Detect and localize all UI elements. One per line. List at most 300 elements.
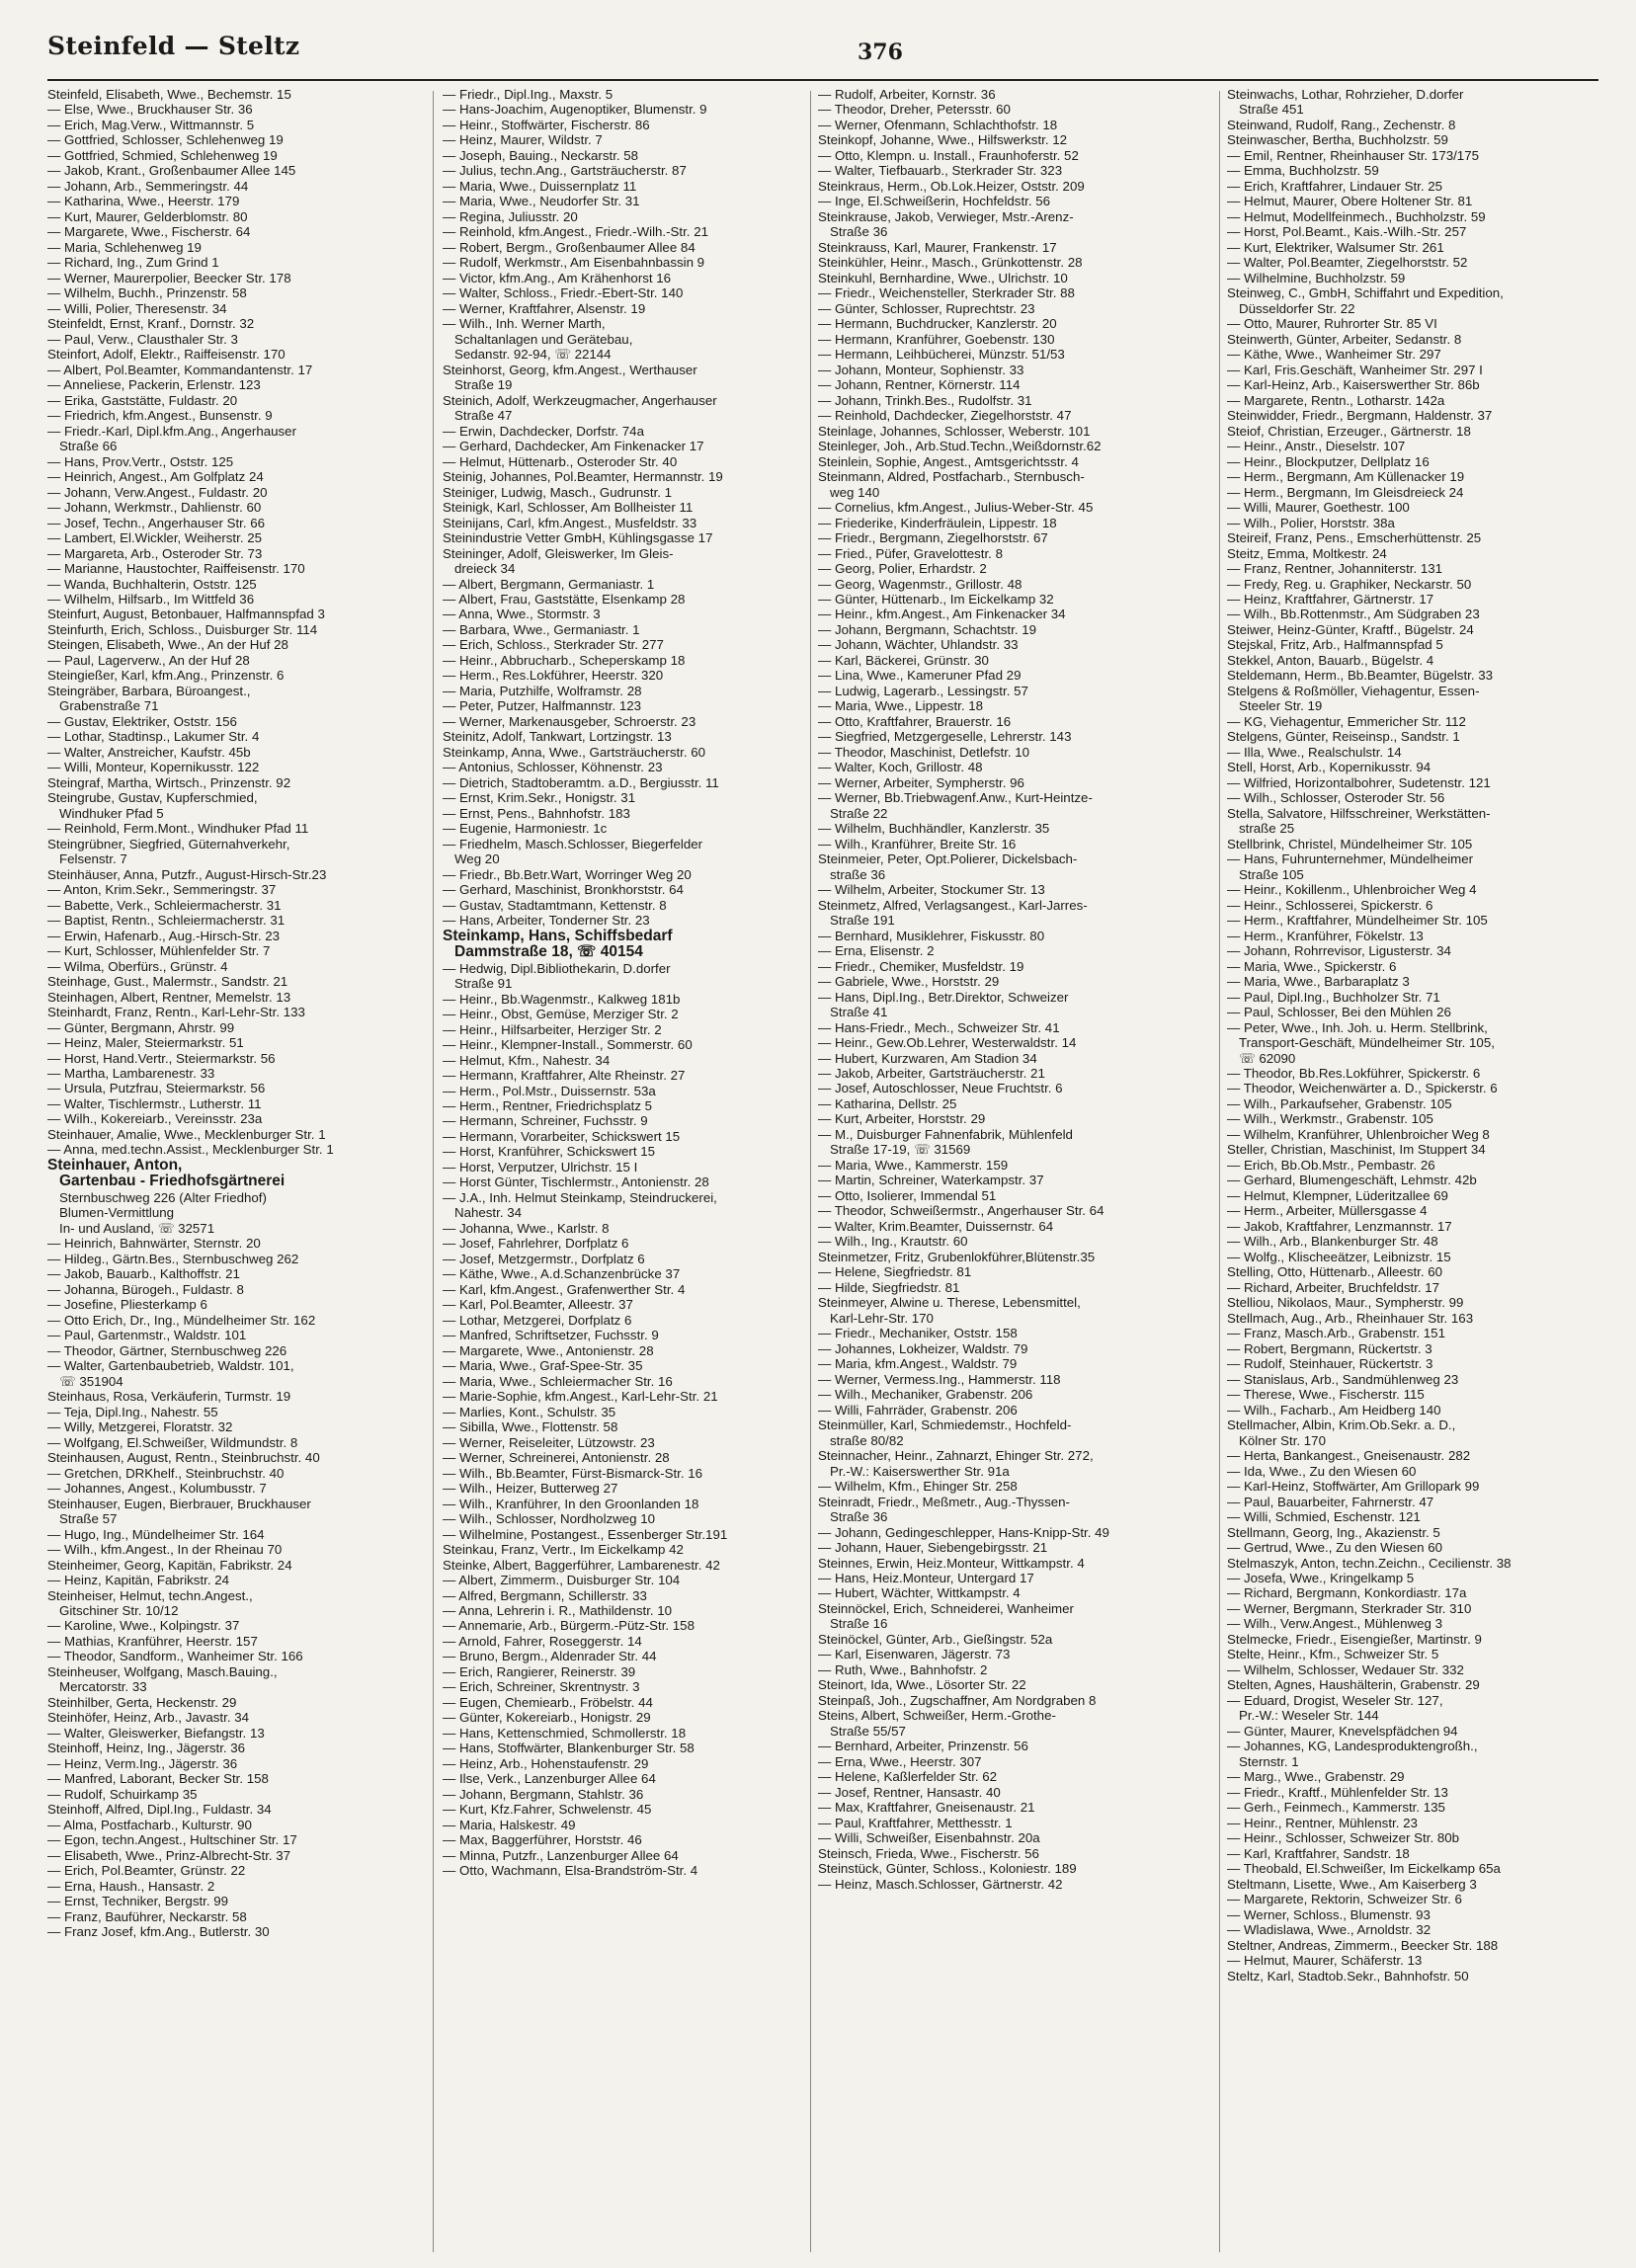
directory-entry: — Karoline, Wwe., Kolpingstr. 37 [47,1618,240,1634]
directory-entry: Stell, Horst, Arb., Kopernikusstr. 94 [1227,760,1432,775]
directory-entry: — Hermann, Schreiner, Fuchsstr. 9 [443,1113,648,1129]
directory-entry: Blumen-Vermittlung [59,1205,175,1221]
directory-entry: — Johann, Bergmann, Stahlstr. 36 [443,1786,644,1802]
directory-entry: Steinsch, Frieda, Wwe., Fischerstr. 56 [818,1845,1039,1861]
directory-entry: — Rudolf, Steinhauer, Rückertstr. 3 [1227,1356,1433,1372]
directory-entry: Steinheuser, Wolfgang, Masch.Bauing., [47,1663,278,1679]
directory-entry: — Katharina, Wwe., Heerstr. 179 [47,194,240,209]
directory-entry: — Hans, Kettenschmied, Schmollerstr. 18 [443,1725,687,1741]
directory-entry: — Wilh., Ing., Krautstr. 60 [818,1234,968,1250]
directory-entry: — Marianne, Haustochter, Raiffeisenstr. 170 [47,561,305,577]
directory-entry: ☏ 351904 [59,1373,123,1389]
directory-entry: — Erna, Wwe., Heerstr. 307 [818,1753,982,1769]
directory-entry: — Johann, Bergmann, Schachtstr. 19 [818,621,1037,637]
directory-entry: — Margarete, Wwe., Fischerstr. 64 [47,224,251,240]
directory-entry: — Heinr., Gew.Ob.Lehrer, Westerwaldstr. 14 [818,1035,1077,1051]
directory-entry: — Rudolf, Werkmstr., Am Eisenbahnbassin 9 [443,255,705,271]
directory-entry: — Karl, Kraftfahrer, Sandstr. 18 [1227,1845,1410,1861]
directory-entry: Straße 66 [59,439,118,454]
directory-entry: Steinkopf, Johanne, Wwe., Hilfswerkstr. 12 [818,132,1068,148]
directory-entry: — Wladislawa, Wwe., Arnoldstr. 32 [1227,1922,1432,1938]
directory-entry: — Franz Josef, kfm.Ang., Butlerstr. 30 [47,1924,270,1940]
directory-entry: — Ursula, Putzfrau, Steiermarkstr. 56 [47,1081,266,1096]
directory-entry: — Helmut, Maurer, Obere Holtener Str. 81 [1227,194,1473,209]
directory-entry: — Wilh., Bb.Rottenmstr., Am Südgraben 23 [1227,607,1480,622]
column-divider [1219,91,1220,2252]
directory-entry: — Herm., Rentner, Friedrichsplatz 5 [443,1098,653,1113]
directory-entry: — Martin, Schreiner, Waterkampstr. 37 [818,1173,1044,1188]
directory-entry: Steinwand, Rudolf, Rang., Zechenstr. 8 [1227,117,1456,132]
directory-entry: — Johanna, Bürogeh., Fuldastr. 8 [47,1281,244,1297]
directory-entry: — Günter, Kokereiarb., Honigstr. 29 [443,1710,651,1726]
directory-entry: — Erich, Rangierer, Reinerstr. 39 [443,1663,636,1679]
directory-entry: Stelling, Otto, Hüttenarb., Alleestr. 60 [1227,1264,1443,1280]
directory-entry: — Käthe, Wwe., Wanheimer Str. 297 [1227,347,1441,363]
directory-entry: — Erwin, Dachdecker, Dorfstr. 74a [443,423,644,439]
directory-entry: — Werner, Reiseleiter, Lützowstr. 23 [443,1434,655,1450]
directory-entry: Steinhoff, Heinz, Ing., Jägerstr. 36 [47,1741,246,1756]
directory-entry: — Helmut, Hüttenarb., Osteroder Str. 40 [443,453,678,469]
directory-entry: — Marie-Sophie, kfm.Angest., Karl-Lehr-Str. 21 [443,1389,718,1405]
directory-entry: — Therese, Wwe., Fischerstr. 115 [1227,1387,1425,1403]
directory-entry: — Illa, Wwe., Realschulstr. 14 [1227,744,1402,760]
directory-entry: Steinkamp, Anna, Wwe., Gartsträucherstr. 60 [443,744,706,760]
directory-entry: straße 25 [1239,821,1295,837]
directory-entry: Steingrube, Gustav, Kupferschmied, [47,790,258,806]
directory-entry: Stelten, Agnes, Haushälterin, Grabenstr. 29 [1227,1677,1480,1693]
directory-entry: Steiwer, Heinz-Günter, Kraftf., Bügelstr. 24 [1227,621,1474,637]
directory-entry: Steinhorst, Georg, kfm.Angest., Werthauser [443,362,697,377]
directory-entry: — Georg, Wagenmstr., Grillostr. 48 [818,576,1022,592]
directory-entry: — Wilh., Parkaufseher, Grabenstr. 105 [1227,1095,1452,1111]
directory-entry: Straße 41 [830,1005,888,1020]
directory-entry: Steinhauser, Eugen, Bierbrauer, Bruckhauser [47,1496,311,1511]
directory-entry: — Horst, Verputzer, Ulrichstr. 15 I [443,1159,638,1174]
directory-entry: Steinheiser, Helmut, techn.Angest., [47,1587,253,1603]
directory-entry: Gitschiner Str. 10/12 [59,1602,179,1618]
directory-entry: — Anneliese, Packerin, Erlenstr. 123 [47,377,261,393]
directory-entry: Steinkuhl, Bernhardine, Wwe., Ulrichstr. 10 [818,270,1068,285]
directory-entry: Steinmann, Aldred, Postfacharb., Sternbusch- [818,469,1085,485]
directory-entry: — Hans-Joachim, Augenoptiker, Blumenstr. 9 [443,102,707,118]
directory-entry: Schaltanlagen und Gerätebau, [454,331,633,347]
directory-entry: Straße 47 [454,408,513,424]
directory-entry: Straße 55/57 [830,1723,906,1739]
directory-entry: Steller, Christian, Maschinist, Im Stuppert 34 [1227,1142,1486,1158]
directory-entry: — Wilfried, Horizontalbohrer, Sudetenstr. 121 [1227,774,1491,790]
directory-entry: — Wolfg., Klischeeätzer, Leibnizstr. 15 [1227,1249,1451,1264]
directory-entry: Stejskal, Fritz, Arb., Halfmannspfad 5 [1227,637,1443,653]
directory-entry: — Herm., Arbeiter, Müllersgasse 4 [1227,1203,1428,1219]
directory-entry: — Werner, Schloss., Blumenstr. 93 [1227,1906,1431,1922]
column-4 [1227,87,1595,2256]
directory-entry: Steinleger, Joh., Arb.Stud.Techn.,Weißdornstr.62 [818,439,1102,454]
directory-entry: — Elisabeth, Wwe., Prinz-Albrecht-Str. 37 [47,1847,291,1863]
directory-entry: — Manfred, Laborant, Becker Str. 158 [47,1771,269,1787]
directory-entry: Steiniger, Ludwig, Masch., Gudrunstr. 1 [443,484,673,500]
directory-entry: — Minna, Putzfr., Lanzenburger Allee 64 [443,1847,679,1863]
directory-entry: Steinke, Albert, Baggerführer, Lambarenestr. 42 [443,1557,720,1573]
directory-entry: — Egon, techn.Angest., Hultschiner Str. 17 [47,1832,297,1848]
directory-entry: — Ernst, Pens., Bahnhofstr. 183 [443,805,630,821]
directory-entry: — Robert, Bergmann, Rückertstr. 3 [1227,1340,1432,1356]
column-1 [47,87,415,2256]
directory-entry: — Josef, Techn., Angerhauser Str. 66 [47,515,266,530]
directory-entry: Steinkraus, Herm., Ob.Lok.Heizer, Oststr. 209 [818,178,1085,194]
directory-entry: — Hugo, Ing., Mündelheimer Str. 164 [47,1526,265,1542]
directory-entry: Steinich, Adolf, Werkzeugmacher, Angerhauser [443,392,717,408]
directory-entry: — Walter, Gleiswerker, Biefangstr. 13 [47,1725,265,1741]
directory-entry: — Dietrich, Stadtoberamtm. a.D., Bergiusstr. 11 [443,774,719,790]
directory-entry: — Maria, Wwe., Graf-Spee-Str. 35 [443,1358,643,1374]
directory-entry: Düsseldorfer Str. 22 [1239,300,1355,316]
directory-entry: — Walter, Tiefbauarb., Sterkrader Str. 323 [818,163,1063,179]
directory-entry: — Wilhelm, Kfm., Ehinger Str. 258 [818,1479,1018,1495]
directory-entry: — Rudolf, Arbeiter, Kornstr. 36 [818,87,996,102]
directory-entry: Steinhilber, Gerta, Heckenstr. 29 [47,1694,237,1710]
directory-entry: Steinhausen, August, Rentn., Steinbruchstr. 40 [47,1450,320,1466]
directory-entry: — Erich, Schreiner, Skrentnystr. 3 [443,1679,640,1695]
directory-entry: — Walter, Anstreicher, Kaufstr. 45b [47,744,251,760]
directory-entry: — Kurt, Maurer, Gelderblomstr. 80 [47,208,248,224]
directory-entry: — Hubert, Wächter, Wittkampstr. 4 [818,1585,1021,1601]
directory-entry: — Victor, kfm.Ang., Am Krähenhorst 16 [443,270,672,285]
directory-entry: — Reinhold, Ferm.Mont., Windhuker Pfad 11 [47,821,309,837]
directory-entry: — Theodor, Gärtner, Sternbuschweg 226 [47,1342,287,1358]
directory-entry: — Lina, Wwe., Kameruner Pfad 29 [818,668,1022,684]
directory-entry: — Wilhelm, Hilfsarb., Im Wittfeld 36 [47,591,255,607]
directory-entry: — Heinr., Hilfsarbeiter, Herziger Str. 2 [443,1021,662,1037]
directory-entry: Steiof, Christian, Erzeuger., Gärtnerstr. 18 [1227,423,1471,439]
directory-entry: Steinhauer, Anton, [47,1157,183,1174]
directory-entry: — Maria, Wwe., Lippestr. 18 [818,698,984,714]
directory-entry: — Stanislaus, Arb., Sandmühlenweg 23 [1227,1371,1459,1387]
directory-entry: Transport-Geschäft, Mündelheimer Str. 105, [1239,1035,1495,1051]
directory-entry: — Lothar, Stadtinsp., Lakumer Str. 4 [47,729,260,745]
directory-entry: — Theodor, Sandform., Wanheimer Str. 166 [47,1649,303,1664]
directory-entry: — Wilh., Mechaniker, Grabenstr. 206 [818,1387,1033,1403]
directory-entry: Stelmecke, Friedr., Eisengießer, Martinstr. 9 [1227,1631,1482,1647]
directory-entry: Straße 91 [454,976,513,992]
directory-entry: — Werner, Markenausgeber, Schroerstr. 23 [443,713,696,729]
directory-entry: — Hedwig, Dipl.Bibliothekarin, D.dorfer [443,960,671,976]
directory-entry: — Herm., Pol.Mstr., Duissernstr. 53a [443,1083,656,1098]
directory-entry: — Johann, Werkmstr., Dahlienstr. 60 [47,500,262,516]
directory-entry: — Friedr., Chemiker, Musfeldstr. 19 [818,958,1024,974]
directory-entry: — Wilhelm, Kranführer, Uhlenbroicher Weg 8 [1227,1126,1490,1142]
directory-entry: — Anna, Lehrerin i. R., Mathildenstr. 10 [443,1602,673,1618]
directory-entry: Grabenstraße 71 [59,698,159,714]
directory-entry: Sternstr. 1 [1239,1753,1299,1769]
directory-entry: — Heinz, Masch.Schlosser, Gärtnerstr. 42 [818,1876,1063,1892]
directory-entry: — Friedr.-Karl, Dipl.kfm.Ang., Angerhauser [47,423,296,439]
directory-entry: Steltmann, Lisette, Wwe., Am Kaiserberg 3 [1227,1876,1477,1892]
directory-entry: — Theobald, El.Schweißer, Im Eickelkamp 65a [1227,1861,1501,1877]
directory-entry: — Regina, Juliusstr. 20 [443,208,578,224]
directory-entry: — Hans, Dipl.Ing., Betr.Direktor, Schweizer [818,989,1069,1005]
directory-entry: — Hans, Prov.Vertr., Oststr. 125 [47,453,234,469]
directory-entry: Mercatorstr. 33 [59,1679,147,1695]
directory-entry: Steinigk, Karl, Schlosser, Am Bollheister 11 [443,500,694,516]
directory-entry: — Gretchen, DRKhelf., Steinbruchstr. 40 [47,1465,285,1481]
directory-entry: — Ernst, Techniker, Bergstr. 99 [47,1894,229,1909]
directory-entry: Steinijans, Carl, kfm.Angest., Musfeldstr. 33 [443,515,697,530]
directory-entry: — Gustav, Stadtamtmann, Kettenstr. 8 [443,897,667,913]
directory-entry: Stelte, Heinr., Kfm., Schweizer Str. 5 [1227,1647,1439,1662]
directory-entry: — Fried., Püfer, Gravelottestr. 8 [818,545,1003,561]
directory-entry: — Josefa, Wwe., Kringelkamp 5 [1227,1570,1415,1585]
directory-entry: — Cornelius, kfm.Angest., Julius-Weber-Str. 45 [818,500,1094,516]
directory-entry: — Albert, Frau, Gaststätte, Elsenkamp 28 [443,591,686,607]
directory-entry: — Margarete, Rentn., Lotharstr. 142a [1227,392,1445,408]
directory-entry: — Otto Erich, Dr., Ing., Mündelheimer Str. 162 [47,1312,316,1328]
directory-entry: Steinpaß, Joh., Zugschaffner, Am Nordgraben 8 [818,1692,1097,1708]
directory-entry: Steinkamp, Hans, Schiffsbedarf [443,928,673,944]
directory-entry: — Wilh., Werkmstr., Grabenstr. 105 [1227,1111,1433,1127]
directory-entry: — Karl, Fris.Geschäft, Wanheimer Str. 297 I [1227,362,1483,377]
directory-entry: — Gerhard, Maschinist, Bronkhorststr. 64 [443,882,684,898]
directory-entry: — Heinr., kfm.Angest., Am Finkenacker 34 [818,607,1066,622]
column-2 [443,87,810,2256]
directory-entry: Steingräber, Barbara, Büroangest., [47,683,251,698]
directory-entry: ☏ 62090 [1239,1050,1296,1066]
directory-entry: — Wilhelmine, Buchholzstr. 59 [1227,270,1406,285]
directory-entry: — Wilhelm, Buchhändler, Kanzlerstr. 35 [818,821,1050,837]
directory-entry: — Karl-Heinz, Stoffwärter, Am Grillopark 99 [1227,1479,1480,1495]
directory-entry: — Franz, Rentner, Johanniterstr. 131 [1227,561,1443,577]
directory-entry: — Johann, Arb., Semmeringstr. 44 [47,178,249,194]
directory-entry: — Josef, Metzgermstr., Dorfplatz 6 [443,1251,645,1266]
directory-entry: — Albert, Pol.Beamter, Kommandantenstr. 17 [47,362,313,377]
directory-entry: — Johann, Wächter, Uhlandstr. 33 [818,637,1019,653]
directory-entry: — Otto, Kraftfahrer, Brauerstr. 16 [818,713,1012,729]
directory-entry: — Karl-Heinz, Arb., Kaiserswerther Str. 86b [1227,377,1480,393]
directory-entry: Gartenbau - Friedhofsgärtnerei [59,1174,286,1190]
directory-entry: — Walter, Tischlermstr., Lutherstr. 11 [47,1095,262,1111]
directory-entry: Stelgens, Günter, Reiseinsp., Sandstr. 1 [1227,729,1460,745]
directory-entry: — Paul, Verw., Clausthaler Str. 3 [47,331,238,347]
directory-entry: — Erich, Pol.Beamter, Grünstr. 22 [47,1863,246,1879]
directory-entry: Steinitz, Adolf, Tankwart, Lortzingstr. 13 [443,729,672,745]
directory-entry: — Helmut, Maurer, Schäferstr. 13 [1227,1953,1423,1969]
directory-entry: — Reinhold, kfm.Angest., Friedr.-Wilh.-Str. 21 [443,224,708,240]
directory-entry: — Karl, kfm.Angest., Grafenwerther Str. 4 [443,1281,686,1297]
directory-entry: — Willi, Polier, Theresenstr. 34 [47,300,227,316]
directory-entry: — Heinz, Kraftfahrer, Gärtnerstr. 17 [1227,591,1434,607]
directory-entry: — Arnold, Fahrer, Roseggerstr. 14 [443,1633,642,1649]
directory-entry: — Johannes, Angest., Kolumbusstr. 7 [47,1481,267,1497]
directory-entry: — Kurt, Elektriker, Walsumer Str. 261 [1227,239,1444,255]
directory-entry: — Walter, Krim.Beamter, Duissernstr. 64 [818,1218,1054,1234]
directory-entry: — Otto, Klempn. u. Install., Fraunhoferstr. 52 [818,147,1079,163]
directory-entry: — Wilh., Verw.Angest., Mühlenweg 3 [1227,1616,1443,1632]
directory-entry: — Erich, Bb.Ob.Mstr., Pembastr. 26 [1227,1157,1435,1173]
directory-entry: — Johann, Trinkh.Bes., Rudolfstr. 31 [818,392,1032,408]
directory-entry: — Willi, Monteur, Kopernikusstr. 122 [47,760,260,775]
directory-entry: — Wolfgang, El.Schweißer, Wildmundstr. 8 [47,1434,298,1450]
directory-entry: — Babette, Verk., Schleiermacherstr. 31 [47,897,282,913]
directory-entry: Kölner Str. 170 [1239,1432,1326,1448]
directory-entry: — Theodor, Bb.Res.Lokführer, Spickerstr. 6 [1227,1066,1481,1081]
directory-entry: — Jakob, Arbeiter, Gartsträucherstr. 21 [818,1066,1045,1081]
directory-entry: Steinnacher, Heinr., Zahnarzt, Ehinger Str. 272, [818,1448,1094,1464]
directory-entry: — Jakob, Bauarb., Kalthoffstr. 21 [47,1266,240,1282]
directory-entry: — Maria, Wwe., Neudorfer Str. 31 [443,194,640,209]
directory-entry: — Maria, Wwe., Spickerstr. 6 [1227,958,1397,974]
directory-entry: — Werner, Schreinerei, Antonienstr. 28 [443,1450,670,1466]
directory-entry: Steinhardt, Franz, Rentn., Karl-Lehr-Str. 133 [47,1005,305,1020]
directory-entry: — Wanda, Buchhalterin, Oststr. 125 [47,576,257,592]
directory-entry: — Wilh., Kranführer, Breite Str. 16 [818,836,1017,851]
directory-entry: weg 140 [830,484,880,500]
directory-entry: — Heinrich, Bahnwärter, Sternstr. 20 [47,1236,261,1252]
directory-entry: — Katharina, Dellstr. 25 [818,1095,957,1111]
directory-entry: Steitz, Emma, Moltkestr. 24 [1227,545,1387,561]
directory-entry: — Franz, Masch.Arb., Grabenstr. 151 [1227,1326,1445,1341]
directory-entry: Steinfeld, Elisabeth, Wwe., Bechemstr. 15 [47,87,291,102]
directory-entry: — Marg., Wwe., Grabenstr. 29 [1227,1769,1405,1785]
directory-entry: — Siegfried, Metzgergeselle, Lehrerstr. 143 [818,729,1072,745]
directory-entry: Steininger, Adolf, Gleiswerker, Im Gleis- [443,545,674,561]
directory-entry: — Heinz, Verm.Ing., Jägerstr. 36 [47,1755,238,1771]
directory-entry: — Gustav, Elektriker, Oststr. 156 [47,713,237,729]
directory-entry: — Lambert, El.Wickler, Weiherstr. 25 [47,530,263,546]
directory-entry: — Wilhelm, Schlosser, Wedauer Str. 332 [1227,1661,1464,1677]
directory-entry: — Inge, El.Schweißerin, Hochfeldstr. 56 [818,194,1051,209]
directory-entry: — Annemarie, Arb., Bürgerm.-Pütz-Str. 158 [443,1618,695,1634]
directory-entry: Dammstraße 18, ☏ 40154 [454,944,643,961]
directory-entry: — Hermann, Leihbücherei, Münzstr. 51/53 [818,347,1065,363]
directory-entry: — Julius, techn.Ang., Gartsträucherstr. 87 [443,163,687,179]
directory-entry: Steinhoff, Alfred, Dipl.Ing., Fuldastr. 34 [47,1802,272,1818]
directory-entry: Straße 57 [59,1511,118,1527]
directory-entry: Stelgens & Roßmöller, Viehagentur, Essen- [1227,683,1480,698]
directory-entry: — Paul, Schlosser, Bei den Mühlen 26 [1227,1005,1451,1020]
directory-entry: — Gerh., Feinmech., Kammerstr. 135 [1227,1800,1445,1816]
directory-entry: Stelmaszyk, Anton, techn.Zeichn., Cecilienstr. 38 [1227,1555,1512,1571]
directory-entry: — Heinr., Bb.Wagenmstr., Kalkweg 181b [443,991,681,1007]
directory-entry: — Baptist, Rentn., Schleiermacherstr. 31 [47,913,286,929]
directory-entry: — Wilh., Kranführer, In den Groonlanden 18 [443,1496,699,1511]
directory-entry: straße 80/82 [830,1432,904,1448]
directory-entry: — Gertrud, Wwe., Zu den Wiesen 60 [1227,1540,1443,1556]
directory-entry: — Johann, Gedingeschlepper, Hans-Knipp-Str. 49 [818,1524,1109,1540]
directory-entry: — Wilh., Polier, Horststr. 38a [1227,515,1395,530]
directory-entry: — Eduard, Drogist, Weseler Str. 127, [1227,1692,1443,1708]
directory-entry: — Theodor, Dreher, Petersstr. 60 [818,102,1011,118]
directory-entry: Nahestr. 34 [454,1205,523,1221]
directory-entry: Steingraf, Martha, Wirtsch., Prinzenstr. 92 [47,774,291,790]
directory-entry: — Teja, Dipl.Ing., Nahestr. 55 [47,1404,218,1419]
directory-entry: — Eugen, Chemiearb., Fröbelstr. 44 [443,1694,653,1710]
directory-entry: Steinmeier, Peter, Opt.Polierer, Dickelsbach- [818,851,1078,867]
directory-entry: — Otto, Maurer, Ruhrorter Str. 85 VI [1227,316,1437,332]
directory-entry: — Heinr., Stoffwärter, Fischerstr. 86 [443,117,650,132]
directory-entry: Steeler Str. 19 [1239,698,1323,714]
directory-entry: — Willi, Schmied, Eschenstr. 121 [1227,1509,1421,1525]
directory-entry: — Herm., Kranführer, Fökelstr. 13 [1227,928,1424,943]
directory-entry: Steinnes, Erwin, Heiz.Monteur, Wittkampstr. 4 [818,1555,1085,1571]
directory-entry: — Gottfried, Schmied, Schlehenweg 19 [47,147,278,163]
directory-entry: — Anna, Wwe., Stormstr. 3 [443,607,601,622]
directory-entry: — Johann, Rohrrevisor, Ligusterstr. 34 [1227,943,1451,959]
column-divider [433,91,434,2252]
directory-entry: — Hubert, Kurzwaren, Am Stadion 34 [818,1050,1037,1066]
header-rule [47,79,1598,81]
directory-entry: — Sibilla, Wwe., Flottenstr. 58 [443,1419,618,1435]
directory-entry: — Wilma, Oberfürs., Grünstr. 4 [47,958,228,974]
directory-entry: — Wilh., Bb.Beamter, Fürst-Bismarck-Str. 16 [443,1465,703,1481]
directory-entry: — Josef, Rentner, Hansastr. 40 [818,1784,1001,1800]
directory-entry: — Emil, Rentner, Rheinhauser Str. 173/175 [1227,147,1479,163]
directory-entry: — Hermann, Buchdrucker, Kanzlerstr. 20 [818,316,1057,332]
directory-entry: — Friedr., Kraftf., Mühlenfelder Str. 13 [1227,1784,1448,1800]
directory-entry: — Kurt, Arbeiter, Horststr. 29 [818,1111,986,1127]
directory-entry: Stellmann, Georg, Ing., Akazienstr. 5 [1227,1524,1440,1540]
directory-entry: Steltner, Andreas, Zimmerm., Beecker Str. 188 [1227,1937,1499,1953]
column-3 [818,87,1186,2256]
directory-entry: — Anna, med.techn.Assist., Mecklenburger Str. 1 [47,1142,334,1158]
directory-entry: — Margarete, Rektorin, Schweizer Str. 6 [1227,1892,1462,1907]
directory-entry: Steinweg, C., GmbH, Schiffahrt und Expedition, [1227,285,1504,301]
directory-entry: — Gabriele, Wwe., Horststr. 29 [818,974,1000,990]
directory-entry: Straße 36 [830,1509,888,1525]
directory-entry: Steinhöfer, Heinz, Arb., Javastr. 34 [47,1710,249,1726]
directory-entry: — Paul, Gartenmstr., Waldstr. 101 [47,1328,247,1343]
directory-entry: Steinfort, Adolf, Elektr., Raiffeisenstr. 170 [47,347,286,363]
directory-entry: — Franz, Bauführer, Neckarstr. 58 [47,1908,247,1924]
directory-entry: — Else, Wwe., Bruckhauser Str. 36 [47,102,253,118]
directory-entry: — Margareta, Arb., Osteroder Str. 73 [47,545,263,561]
directory-entry: Steinhage, Gust., Malermstr., Sandstr. 21 [47,974,288,990]
directory-entry: — Werner, Vermess.Ing., Hammerstr. 118 [818,1371,1061,1387]
directory-entry: — Käthe, Wwe., A.d.Schanzenbrücke 37 [443,1266,681,1282]
directory-entry: — Ruth, Wwe., Bahnhofstr. 2 [818,1661,988,1677]
directory-entry: — Walter, Koch, Grillostr. 48 [818,760,983,775]
directory-entry: — Anton, Krim.Sekr., Semmeringstr. 37 [47,882,277,898]
directory-entry: — Theodor, Maschinist, Detlefstr. 10 [818,744,1030,760]
directory-entry: — Hermann, Kraftfahrer, Alte Rheinstr. 27 [443,1068,686,1084]
directory-entry: — Willi, Schweißer, Eisenbahnstr. 20a [818,1830,1040,1846]
directory-entry: — Ilse, Verk., Lanzenburger Allee 64 [443,1771,656,1787]
directory-entry: — Hans-Friedr., Mech., Schweizer Str. 41 [818,1019,1060,1035]
directory-entry: Steireif, Franz, Pens., Emscherhüttenstr. 25 [1227,530,1482,546]
directory-entry: Steinmeyer, Alwine u. Therese, Lebensmittel, [818,1295,1081,1311]
directory-entry: — Erich, Schloss., Sterkrader Str. 277 [443,637,664,653]
directory-entry: — Johanna, Wwe., Karlstr. 8 [443,1220,610,1236]
directory-entry: — Karl, Pol.Beamter, Alleestr. 37 [443,1297,633,1313]
directory-entry: — Otto, Isolierer, Immendal 51 [818,1187,997,1203]
directory-entry: Stellmach, Aug., Arb., Rheinhauer Str. 163 [1227,1310,1474,1326]
directory-entry: Straße 105 [1239,866,1304,882]
directory-entry: Steingrübner, Siegfried, Güternahverkehr, [47,836,290,851]
directory-entry: — Richard, Bergmann, Konkordiastr. 17a [1227,1585,1467,1601]
directory-entry: Steinhagen, Albert, Rentner, Memelstr. 13 [47,989,291,1005]
directory-entry: Steinlage, Johannes, Schlosser, Weberstr. 101 [818,423,1091,439]
directory-entry: — Maria, Halskestr. 49 [443,1817,576,1832]
directory-entry: Stellmacher, Albin, Krim.Ob.Sekr. a. D., [1227,1418,1456,1433]
directory-entry: — Heinr., Blockputzer, Dellplatz 16 [1227,453,1430,469]
directory-entry: — Fredy, Reg. u. Graphiker, Neckarstr. 50 [1227,576,1472,592]
directory-entry: — Theodor, Schweißermstr., Angerhauser Str. 64 [818,1203,1104,1219]
directory-entry: Steinhaus, Rosa, Verkäuferin, Turmstr. 19 [47,1389,291,1405]
directory-entry: Straße 16 [830,1616,888,1632]
directory-entry: Steinwachs, Lothar, Rohrzieher, D.dorfer [1227,87,1464,102]
directory-entry: Straße 451 [1239,102,1304,118]
directory-entry: — Friedr., Dipl.Ing., Maxstr. 5 [443,87,614,102]
directory-entry: Steinort, Ida, Wwe., Lösorter Str. 22 [818,1677,1026,1693]
directory-entry: — Herm., Kraftfahrer, Mündelheimer Str. 105 [1227,913,1488,929]
